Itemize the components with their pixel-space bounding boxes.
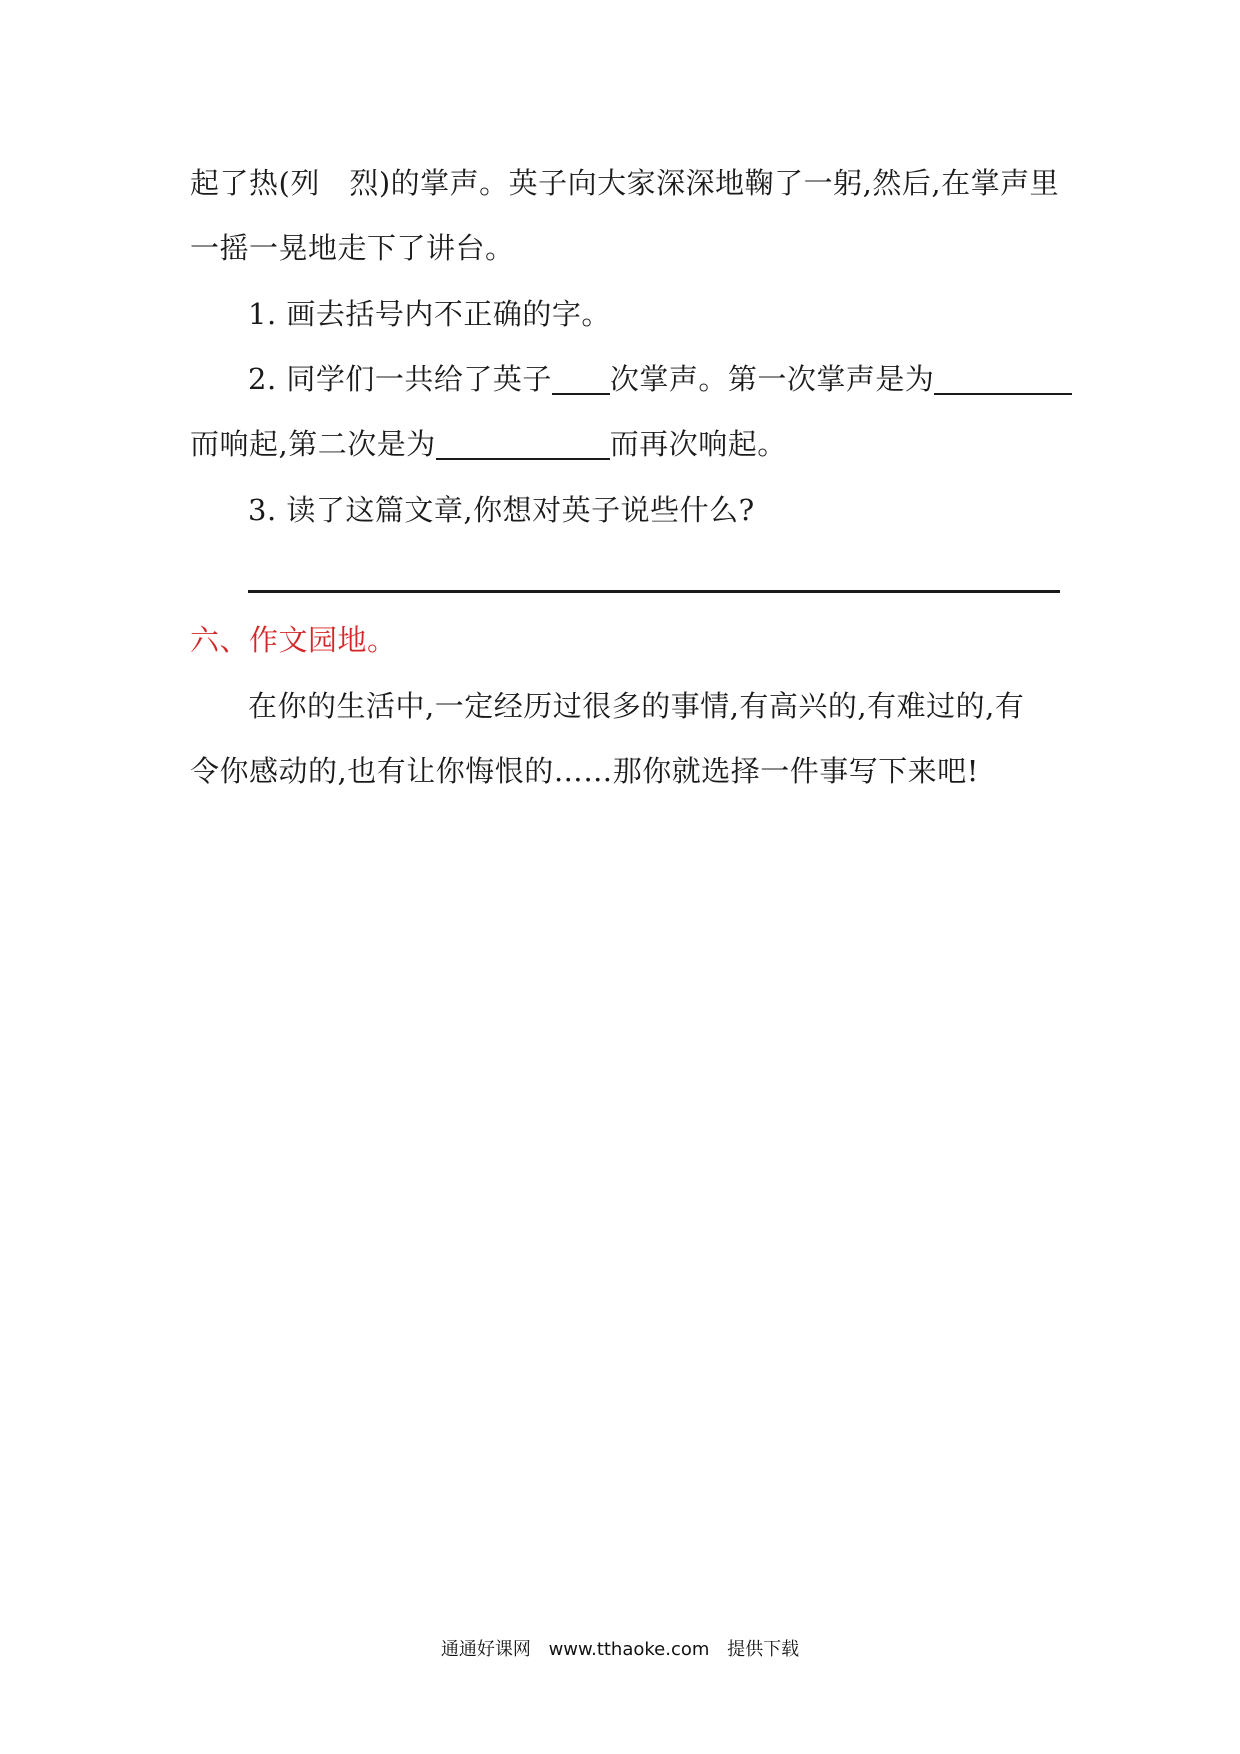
blank-first-reason[interactable] bbox=[934, 363, 1072, 395]
blank-second-reason[interactable] bbox=[436, 428, 610, 460]
footer-site-name: 通通好课网 bbox=[440, 1639, 531, 1660]
question-3: 3. 读了这篇文章,你想对英子说些什么? bbox=[248, 493, 755, 527]
question-2-text-a: 2. 同学们一共给了英子 bbox=[248, 362, 552, 396]
composition-prompt-line-2: 令你感动的,也有让你悔恨的……那你就选择一件事写下来吧! bbox=[190, 754, 979, 788]
footer-suffix: 提供下载 bbox=[727, 1639, 800, 1660]
question-2-text-c: 而响起,第二次是为 bbox=[190, 427, 436, 461]
section-title-composition: 六、作文园地。 bbox=[190, 623, 397, 657]
question-2-line-2 bbox=[190, 424, 787, 464]
question-2-text-d: 而再次响起。 bbox=[609, 427, 787, 461]
question-3-answer-line[interactable] bbox=[248, 590, 1060, 593]
question-1: 1. 画去括号内不正确的字。 bbox=[248, 297, 611, 331]
footer-url[interactable]: www.tthaoke.com bbox=[548, 1639, 710, 1660]
question-2-line-1 bbox=[248, 359, 1072, 399]
passage-line-2: 一摇一晃地走下了讲台。 bbox=[190, 231, 515, 265]
composition-prompt-line-1: 在你的生活中,一定经历过很多的事情,有高兴的,有难过的,有 bbox=[248, 689, 1025, 723]
page-footer bbox=[0, 1638, 1240, 1662]
question-2-text-b: 次掌声。第一次掌声是为 bbox=[609, 362, 935, 396]
blank-count[interactable] bbox=[552, 363, 610, 395]
passage-line-1: 起了热(列 烈)的掌声。英子向大家深深地鞠了一躬,然后,在掌声里 bbox=[190, 166, 1060, 200]
